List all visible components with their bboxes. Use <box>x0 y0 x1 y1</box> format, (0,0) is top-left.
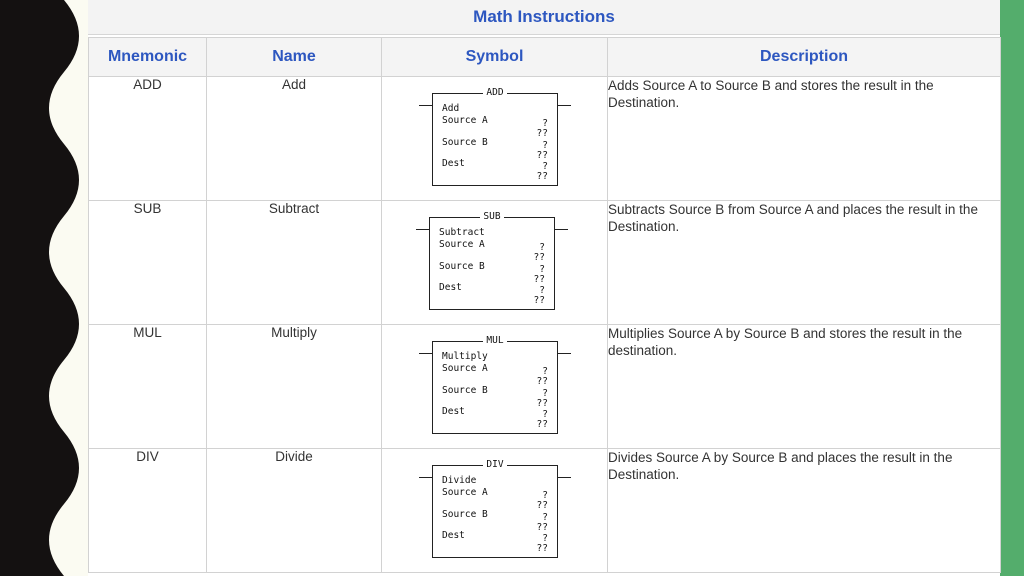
source-a-value: ? <box>542 366 548 377</box>
name-cell: Multiply <box>207 325 382 449</box>
symbol-cell <box>382 201 608 325</box>
description-cell: Divides Source A by Source B and places the result in the Destination. <box>608 449 1001 573</box>
source-b-value: ? <box>542 140 548 151</box>
source-a-value: ? <box>542 118 548 129</box>
source-a-label: Source A <box>442 115 488 126</box>
source-b-value: ? <box>539 264 545 275</box>
page-title: Math Instructions <box>88 0 1000 35</box>
table-row <box>89 77 1001 201</box>
source-b-value: ? <box>542 512 548 523</box>
rung-wire-left <box>419 353 433 354</box>
dest-label: Dest <box>442 406 465 417</box>
source-a-sub: ?? <box>536 376 548 387</box>
wavy-left-border <box>0 0 84 576</box>
source-a-sub: ?? <box>536 128 548 139</box>
instruction-block <box>432 87 558 186</box>
source-a-sub: ?? <box>533 252 545 263</box>
symbol-cell <box>382 449 608 573</box>
rung-wire-right <box>554 229 568 230</box>
rung-wire-left <box>419 105 433 106</box>
source-b-sub: ?? <box>536 398 548 409</box>
block-label: Add <box>442 103 460 114</box>
dest-sub: ?? <box>533 295 545 306</box>
dest-sub: ?? <box>536 419 548 430</box>
source-b-value: ? <box>542 388 548 399</box>
header-description: Description <box>608 38 1001 77</box>
source-b-label: Source B <box>442 385 488 396</box>
rung-wire-right <box>557 105 571 106</box>
dest-label: Dest <box>439 282 462 293</box>
name-cell: Divide <box>207 449 382 573</box>
table-header-row <box>89 38 1001 77</box>
block-title: ADD <box>483 87 506 98</box>
dest-sub: ?? <box>536 543 548 554</box>
description-cell: Adds Source A to Source B and stores the result in the Destination. <box>608 77 1001 201</box>
mnemonic-cell: DIV <box>89 449 207 573</box>
name-cell: Add <box>207 77 382 201</box>
source-b-sub: ?? <box>536 150 548 161</box>
dest-value: ? <box>542 533 548 544</box>
block-label: Divide <box>442 475 477 486</box>
source-b-label: Source B <box>442 509 488 520</box>
block-title: DIV <box>483 459 506 470</box>
rung-wire-left <box>416 229 430 230</box>
source-a-value: ? <box>542 490 548 501</box>
rung-wire-right <box>557 353 571 354</box>
instruction-block <box>432 459 558 558</box>
source-b-sub: ?? <box>533 274 545 285</box>
symbol-cell <box>382 77 608 201</box>
block-title: MUL <box>483 335 506 346</box>
header-name: Name <box>207 38 382 77</box>
description-cell: Multiplies Source A by Source B and stores the result in the destination. <box>608 325 1001 449</box>
source-a-label: Source A <box>442 363 488 374</box>
block-label: Multiply <box>442 351 488 362</box>
instruction-block <box>429 211 555 310</box>
green-side-bar <box>1000 0 1024 576</box>
block-title: SUB <box>480 211 503 222</box>
instructions-table <box>88 37 1001 573</box>
dest-value: ? <box>542 409 548 420</box>
source-a-sub: ?? <box>536 500 548 511</box>
dest-sub: ?? <box>536 171 548 182</box>
symbol-cell <box>382 325 608 449</box>
table-row <box>89 325 1001 449</box>
name-cell: Subtract <box>207 201 382 325</box>
header-mnemonic: Mnemonic <box>89 38 207 77</box>
mnemonic-cell: MUL <box>89 325 207 449</box>
rung-wire-right <box>557 477 571 478</box>
dest-value: ? <box>539 285 545 296</box>
block-label: Subtract <box>439 227 485 238</box>
math-instructions-sheet <box>88 0 1000 576</box>
mnemonic-cell: SUB <box>89 201 207 325</box>
source-a-label: Source A <box>439 239 485 250</box>
rung-wire-left <box>419 477 433 478</box>
source-a-label: Source A <box>442 487 488 498</box>
dest-value: ? <box>542 161 548 172</box>
dest-label: Dest <box>442 530 465 541</box>
mnemonic-cell: ADD <box>89 77 207 201</box>
description-cell: Subtracts Source B from Source A and places the result in the Destination. <box>608 201 1001 325</box>
header-symbol: Symbol <box>382 38 608 77</box>
dest-label: Dest <box>442 158 465 169</box>
source-a-value: ? <box>539 242 545 253</box>
source-b-sub: ?? <box>536 522 548 533</box>
table-row <box>89 449 1001 573</box>
instruction-block <box>432 335 558 434</box>
source-b-label: Source B <box>442 137 488 148</box>
table-row <box>89 201 1001 325</box>
source-b-label: Source B <box>439 261 485 272</box>
